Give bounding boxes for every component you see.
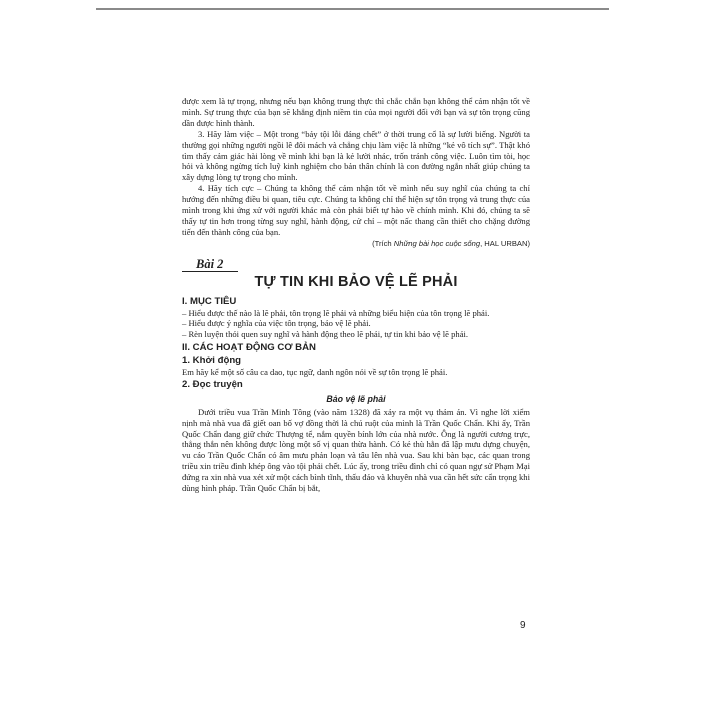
source-title: Những bài học cuộc sống — [393, 238, 481, 248]
reading-heading: 2. Đọc truyện — [182, 378, 243, 390]
objective-item: – Rèn luyện thói quen suy nghĩ và hành động theo lẽ phải, tự tin khi bảo vệ lẽ phải. — [182, 329, 469, 340]
paragraph-positive: 4. Hãy tích cực – Chúng ta không thể cảm nhận tốt về mình nếu suy nghĩ của chúng ta chỉ hướng đến những điều bi quan, tiêu cực. Chúng ta không chỉ thể hiện sự tôn trọng và trung thực của mình trong khi ứng xử với người khác mà còn phải biết tự hào về chính mình. Khi đó, chúng ta sẽ thấy tự tin hơn trong từng suy nghĩ, hành động, cử chỉ – một nấc thang cần thiết cho chặng đường tiến đến thành công của bạn. — [182, 183, 530, 237]
top-rule — [96, 8, 609, 10]
section-activities-heading: II. CÁC HOẠT ĐỘNG CƠ BẢN — [182, 342, 316, 354]
book-page — [182, 96, 530, 641]
lesson-label: Bài 2 — [182, 257, 238, 272]
story-title: Bảo vệ lẽ phải — [326, 393, 386, 404]
source-prefix: (Trích — [372, 238, 394, 248]
lesson-title: TỰ TIN KHI BẢO VỆ LẼ PHẢI — [254, 273, 458, 290]
warmup-heading: 1. Khởi động — [182, 355, 242, 367]
source-suffix: , HAL URBAN) — [480, 238, 530, 248]
page-number: 9 — [520, 620, 526, 631]
paragraph-work: 3. Hãy làm việc – Một trong “bảy tội lỗi đáng chết” ở thời trung cổ là sự lười biếng. Người ta thường gọi những người ngồi lê đôi mách và chẳng chịu làm việc là những “kẻ vô tích sự”. Thật khó tìm thấy cảm giác hài lòng về mình khi bạn là kẻ lười nhác, trốn tránh công việc. Luôn tìm tòi, học hỏi và không ngừng tích luỹ kinh nghiệm cho bản thân chính là con đường ngắn nhất giúp chúng ta xây dựng lòng tự trọng cho mình. — [182, 128, 530, 183]
objective-item: – Hiểu được thế nào là lẽ phải, tôn trọng lẽ phải và những biểu hiện của tôn trọng lẽ phải. — [182, 307, 490, 318]
source-citation — [182, 239, 530, 250]
objective-item: – Hiểu được ý nghĩa của việc tôn trọng, bảo vệ lẽ phải. — [182, 318, 371, 329]
paragraph-continuation: được xem là tự trọng, nhưng nếu bạn không trung thực thì chắc chắn bạn không thể cảm nhận tốt về mình. Sự trung thực của bạn sẽ khẳng định niềm tin của mọi người đối với bạn và sự tôn trọng cũng dần được hình thành. — [182, 96, 530, 128]
section-objectives-heading: I. MỤC TIÊU — [182, 295, 237, 307]
warmup-text: Em hãy kể một số câu ca dao, tục ngữ, danh ngôn nói về sự tôn trọng lẽ phải. — [182, 367, 448, 378]
story-text: Dưới triều vua Trần Minh Tông (vào năm 1328) đã xảy ra một vụ thảm án. Vì nghe lời xiểm nịnh mà nhà vua đã giết oan bố vợ đồng thời là chú ruột của mình là Trần Quốc Chẩn. Khi ấy, Trần Quốc Chẩn đang giữ chức Thượng tể, nắm quyền bính lớn của nhà nước. Ông là người cương trực, thẳng thắn nên không được lòng một số vị quan thừa hành. Có kẻ thù hằn đã lập mưu dựng chuyện, vu cáo Trần Quốc Chẩn có âm mưu phản loạn và tâu lên nhà vua. Sau khi bàn bạc, các quan trong triều xin triều đình khép ông vào tội phải chết. Lúc ấy, trong triều đình chỉ có quan ngự sử Phạm Mại đứng ra xin nhà vua xét xử một cách bình tĩnh, thấu đáo và khuyên nhà vua cần hết sức cẩn trọng khi dùng hình pháp. Trần Quốc Chẩn bị bắt, — [182, 406, 530, 494]
